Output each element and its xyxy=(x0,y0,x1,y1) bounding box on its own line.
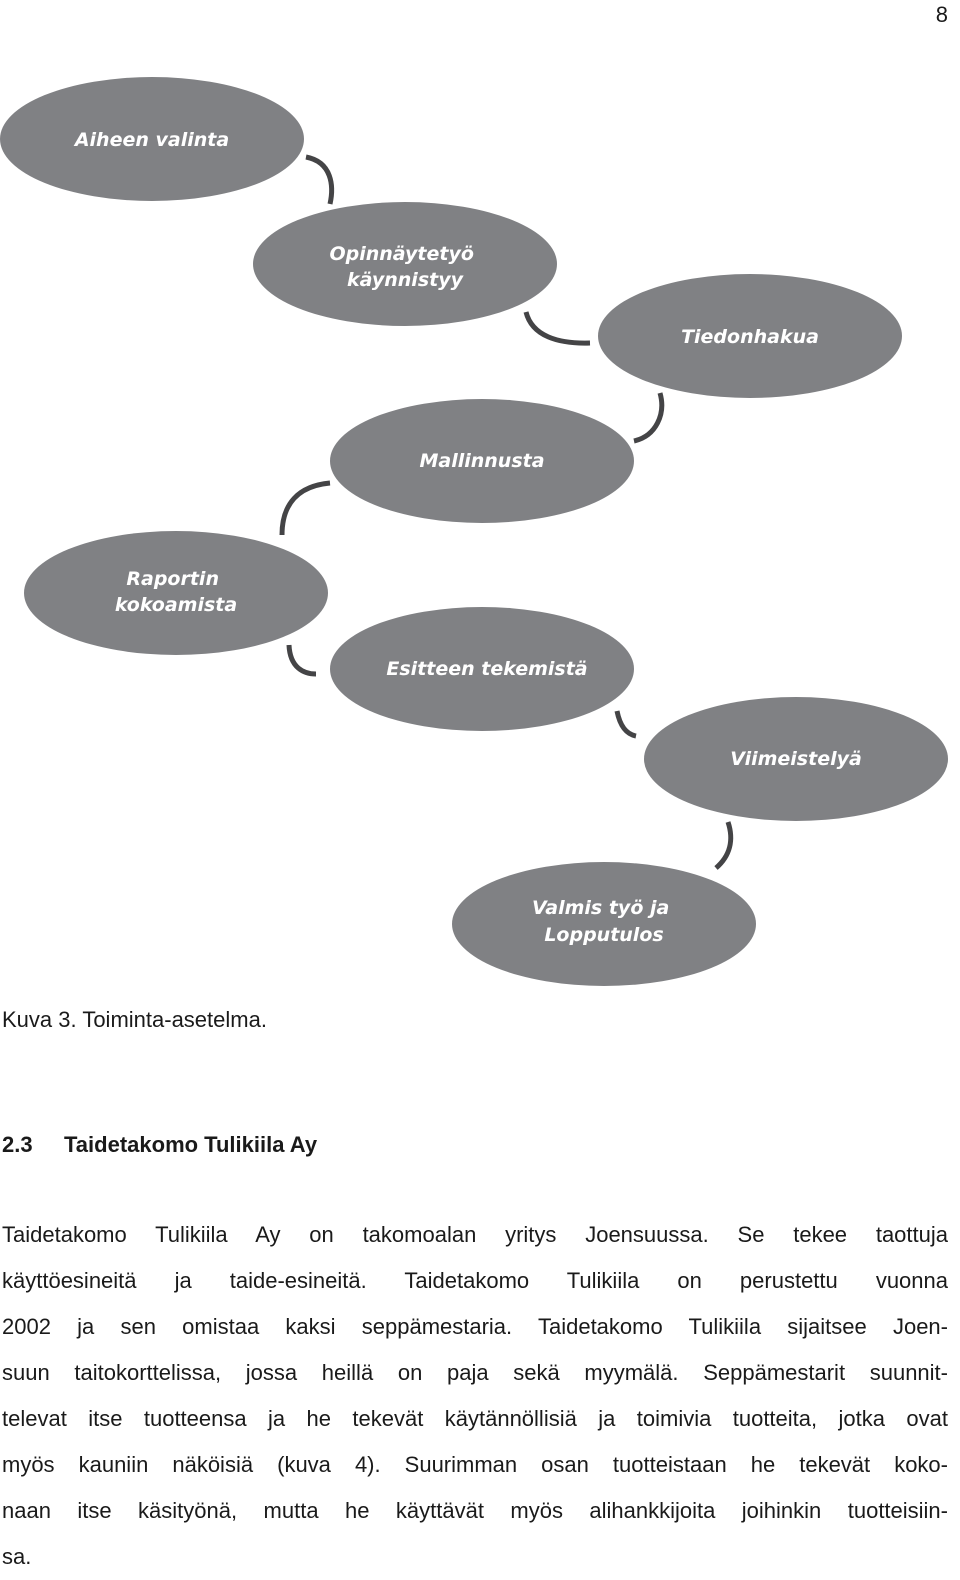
svg-text:Esitteen tekemistä xyxy=(386,658,587,680)
node-label-line: Esitteen tekemistä xyxy=(386,658,588,680)
connector-6 xyxy=(617,711,636,736)
section-number: 2.3 xyxy=(2,1132,33,1157)
section-heading xyxy=(2,1130,317,1160)
node-label-line: Tiedonhakua xyxy=(681,326,819,348)
connector-5 xyxy=(289,645,316,674)
paragraph-line: suun taitokorttelissa, jossa heillä on paja sekä myymälä. Seppämestarit suunnit- xyxy=(2,1360,948,1385)
node-label-line: Aiheen valinta xyxy=(74,129,230,151)
node-label-line: käynnistyy xyxy=(347,269,463,291)
node-label-line: kokoamista xyxy=(114,594,238,616)
connector-2 xyxy=(526,312,590,343)
diagram-nodes xyxy=(0,77,948,986)
paragraph-line: Taidetakomo Tulikiila Ay on takomoalan yritys Joensuussa. Se tekee taottuja xyxy=(2,1222,948,1247)
node-label-line: Viimeistelyä xyxy=(730,748,862,770)
paragraph-line: myös kauniin näköisiä (kuva 4). Suurimman osan tuotteistaan he tekevät koko- xyxy=(2,1452,948,1477)
connector-4 xyxy=(282,483,330,535)
node-valmis-tyo-ja-lopputulos xyxy=(452,862,756,986)
node-tiedonhakua xyxy=(598,274,902,398)
node-opinnaytetyo-kaynnistyy xyxy=(253,202,557,326)
node-label-line: Mallinnusta xyxy=(419,450,545,472)
paragraph-line: käyttöesineitä ja taide-esineitä. Taidetakomo Tulikiila on perustettu vuonna xyxy=(2,1268,948,1293)
node-raportin-kokoamista xyxy=(24,531,328,655)
node-ellipse xyxy=(24,531,328,655)
figure-caption: Kuva 3. Toiminta-asetelma. xyxy=(2,1007,267,1032)
section-title: Taidetakomo Tulikiila Ay xyxy=(64,1132,318,1157)
svg-text:Aiheen valinta xyxy=(73,129,229,151)
paragraph-line: televat itse tuotteensa ja he tekevät käytännöllisiä ja toimivia tuotteita, jotka ovat xyxy=(2,1406,948,1431)
node-label-line: Raportin xyxy=(126,568,219,590)
svg-text:Viimeistelyä xyxy=(730,748,862,770)
connector-3 xyxy=(634,393,662,441)
body-paragraph xyxy=(2,1212,948,1580)
svg-text:Tiedonhakua xyxy=(681,326,819,348)
node-viimeistelya xyxy=(644,697,948,821)
node-mallinnusta xyxy=(330,399,634,523)
page-number: 8 xyxy=(935,2,948,27)
node-label-line: Valmis työ ja xyxy=(532,897,670,919)
paragraph-line: sa. xyxy=(2,1544,32,1569)
node-esitteen-tekemista xyxy=(330,607,634,731)
paragraph-line: naan itse käsityönä, mutta he käyttävät myös alihankkijoita joihinkin tuotteisiin- xyxy=(2,1498,948,1523)
node-aiheen-valinta xyxy=(0,77,304,201)
node-label-line: Opinnäytetyö xyxy=(329,243,474,265)
connector-1 xyxy=(306,157,332,204)
node-label-line: Lopputulos xyxy=(544,924,664,946)
paragraph-line: 2002 ja sen omistaa kaksi seppämestaria. Taidetakomo Tulikiila sijaitsee Joen- xyxy=(2,1314,948,1339)
connector-7 xyxy=(716,822,731,868)
svg-text:Mallinnusta xyxy=(419,450,544,472)
